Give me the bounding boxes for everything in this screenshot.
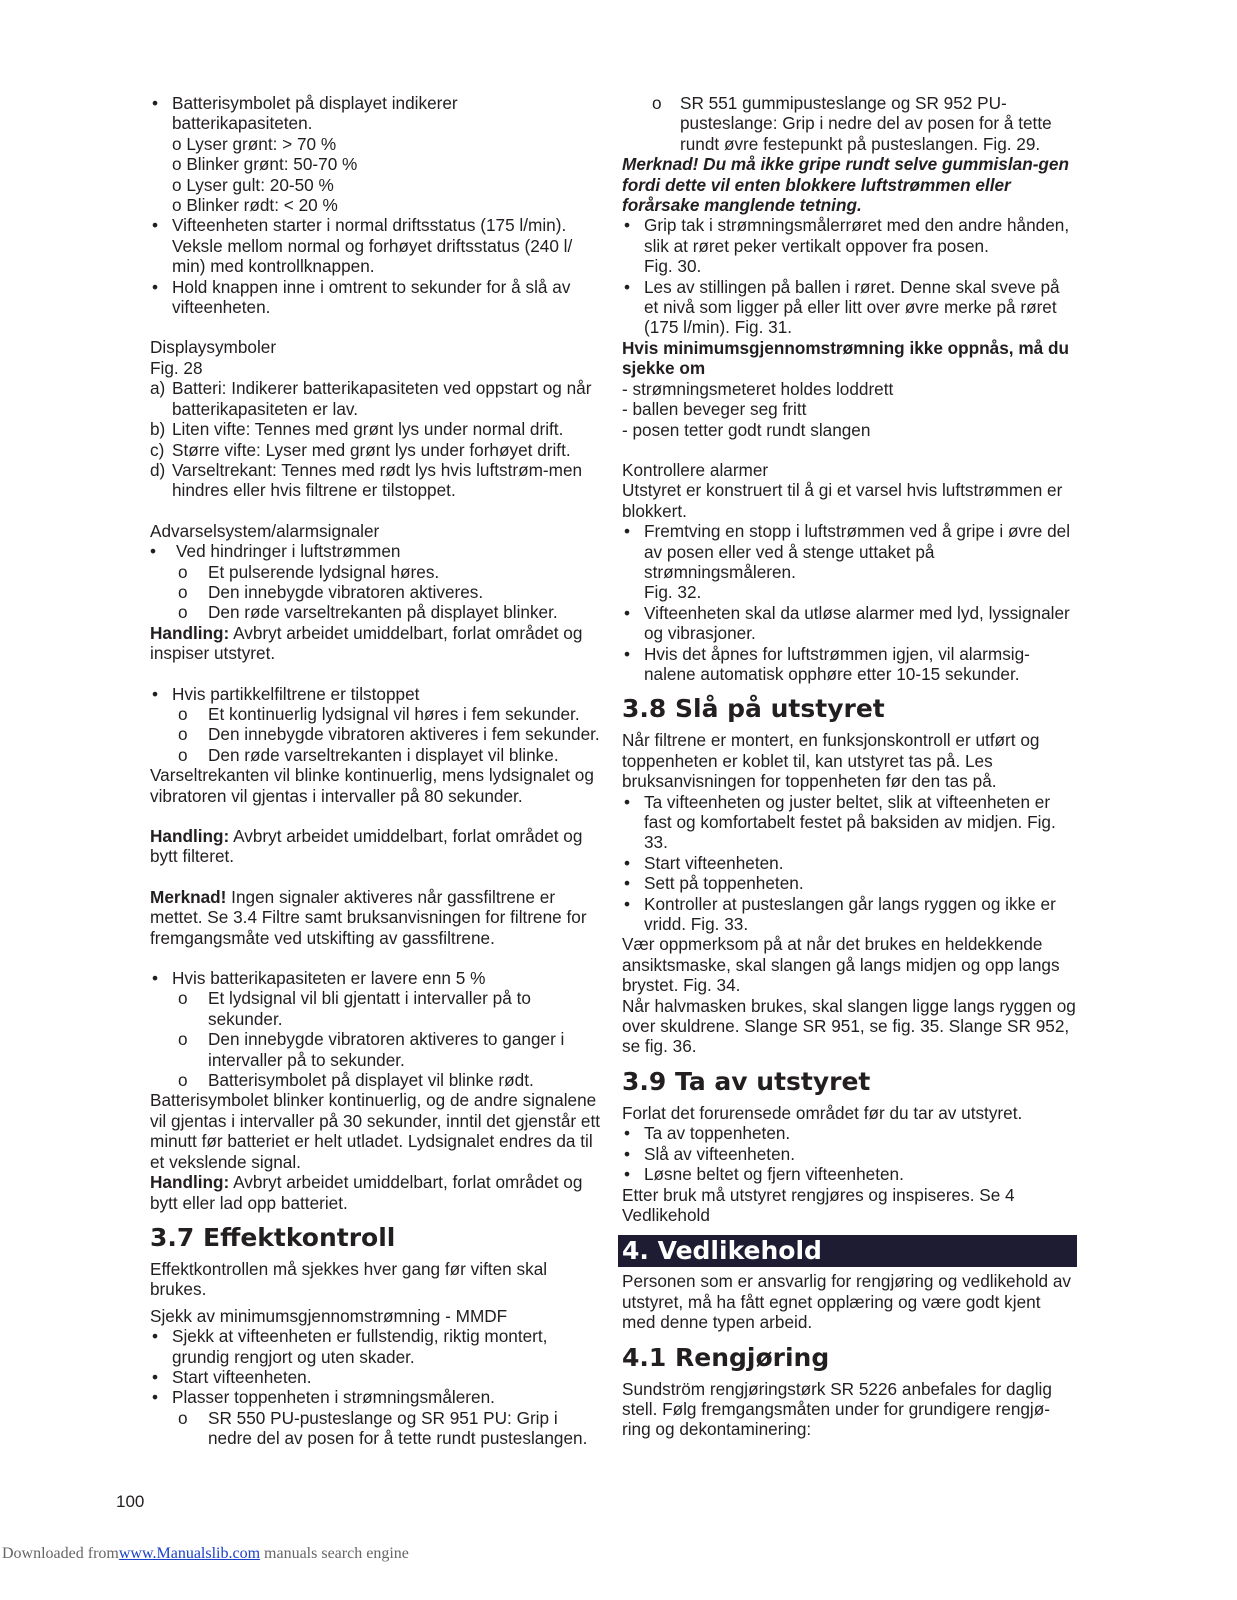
- battery-low-item: o Batterisymbolet på displayet vil blinke rødt.: [150, 1070, 600, 1090]
- section-3-8-item: • Sett på toppenheten.: [622, 873, 1077, 893]
- section-3-8-paragraph: Når halvmasken brukes, skal slangen ligge langs ryggen og over skuldrene. Slange SR 951, se fig. 35. Slange SR 952, se fig. 36.: [622, 995, 1076, 1057]
- min-flow-check: - strømningsmeteret holdes loddrett: [622, 378, 894, 399]
- alarm-check-item: • Vifteenheten skal da utløse alarmer med lyd, lyssignaler og vibrasjoner.: [622, 603, 1077, 644]
- manualslib-link[interactable]: www.Manualslib.com: [118, 1545, 261, 1562]
- display-item: c) Større vifte: Lyser med grønt lys under forhøyet drift.: [150, 439, 571, 460]
- obstruction-item: o Den innebygde vibratoren aktiveres.: [150, 582, 600, 602]
- action-paragraph: Handling: Avbryt arbeidet umiddelbart, forlat området og inspiser utstyret.: [150, 622, 583, 664]
- battery-state: o Lyser gult: 20-50 %: [172, 174, 334, 195]
- display-item: d) Varseltrekant: Tennes med rødt lys hvis luftstrøm-men hindres eller hvis filtrene er tilstoppet.: [150, 459, 583, 501]
- section-4-title: 4. Vedlikehold: [618, 1235, 1077, 1267]
- clogged-heading: • Hvis partikkelfiltrene er tilstoppet: [150, 684, 600, 704]
- display-fig-ref: Fig. 28: [150, 357, 203, 378]
- footer-suffix: manuals search engine: [260, 1545, 409, 1562]
- action-paragraph: Handling: Avbryt arbeidet umiddelbart, forlat området og bytt filteret.: [150, 826, 583, 867]
- obstruction-item: o Et pulserende lydsignal høres.: [150, 562, 600, 582]
- battery-bullet: [150, 93, 600, 215]
- footer-prefix: Downloaded from: [2, 1545, 119, 1562]
- mmdf-item: • Start vifteenheten.: [150, 1367, 600, 1387]
- section-3-7-intro: Effektkontrollen må sjekkes hver gang før viften skal brukes.: [150, 1258, 548, 1300]
- alarm-heading: Advarselsystem/alarmsignaler: [150, 520, 380, 541]
- battery-intro-line2: batterikapasiteten.: [172, 113, 313, 134]
- section-3-8-item: • Kontroller at pusteslangen går langs ryggen og ikke er vridd. Fig. 33.: [622, 894, 1077, 935]
- battery-state: o Blinker grønt: 50-70 %: [172, 154, 358, 175]
- section-3-9-item: • Slå av vifteenheten.: [622, 1144, 1077, 1164]
- section-3-9-item: • Ta av toppenheten.: [622, 1123, 1077, 1143]
- battery-state: o Lyser grønt: > 70 %: [172, 133, 337, 154]
- display-heading: Displaysymboler: [150, 337, 277, 358]
- min-flow-check: - ballen beveger seg fritt: [622, 399, 807, 420]
- alarm-check-item: • Fremtving en stopp i luftstrømmen ved å gripe i øvre del av posen eller ved å stenge uttaket på strømningsmåleren. Fig. 32.: [622, 521, 1077, 603]
- hold-button-bullet: • Hold knappen inne i omtrent to sekunder for å slå av vifteenheten.: [150, 277, 600, 318]
- clogged-item: o Et kontinuerlig lydsignal vil høres i fem sekunder.: [150, 704, 600, 724]
- alarm-check-intro: Utstyret er konstruert til å gi et varsel hvis luftstrømmen er blokkert.: [622, 480, 1063, 521]
- section-3-8-intro: Når filtrene er montert, en funksjonskontroll er utført og toppenheten er koblet til, kan utstyret tas på. Les bruksanvisningen for toppenheten før den tas på.: [622, 730, 1040, 792]
- alarm-check-heading: Kontrollere alarmer: [622, 459, 769, 480]
- battery-intro-line1: • Batterisymbolet på displayet indikerer: [172, 93, 458, 113]
- battery-low-note: Batterisymbolet blinker kontinuerlig, og de andre signalene vil gjentas i intervaller på 30 sekunder, inntil det gjenstår ett minutt før batteriet er helt utladet. Lydsignalet endres da til et vekslende signal.: [150, 1090, 600, 1172]
- alarm-check-fig-ref: Fig. 32.: [644, 582, 702, 603]
- clogged-item: o Den røde varseltrekanten i displayet vil blinke.: [150, 745, 600, 765]
- battery-low-item: o Et lydsignal vil bli gjentatt i intervaller på to sekunder.: [150, 988, 600, 1029]
- section-3-8-item: • Start vifteenheten.: [622, 853, 1077, 873]
- display-item: a) Batteri: Indikerer batterikapasiteten ved oppstart og når batterikapasiteten er lav.: [150, 378, 592, 419]
- note-paragraph: Merknad! Ingen signaler aktiveres når gassfiltrene er mettet. Se 3.4 Filtre samt bruksanvisningen for filtrene for fremgangsmåte ved utskifting av gassfiltrene.: [150, 886, 587, 948]
- flow-item: • Les av stillingen på ballen i røret. Denne skal sveve på et nivå som ligger på eller litt over øvre merke på røret (175 l/min). Fig. 31.: [622, 277, 1077, 338]
- section-3-9-outro: Etter bruk må utstyret rengjøres og inspiseres. Se 4 Vedlikehold: [622, 1184, 1015, 1225]
- section-4-1-title: 4.1 Rengjøring: [622, 1342, 830, 1372]
- mmdf-item: • Sjekk at vifteenheten er fullstendig, riktig montert, grundig rengjort og uten skader.: [150, 1326, 600, 1367]
- battery-low-heading: • Hvis batterikapasiteten er lavere enn 5 %: [150, 968, 600, 988]
- left-column: [150, 93, 600, 1449]
- min-flow-check: - posen tetter godt rundt slangen: [622, 419, 871, 440]
- obstruction-item: o Den røde varseltrekanten på displayet blinker.: [150, 602, 600, 622]
- flow-fig-ref: Fig. 30.: [644, 256, 702, 277]
- section-3-8-title: 3.8 Slå på utstyret: [622, 694, 885, 724]
- section-4-1-text: Sundström rengjøringstørk SR 5226 anbefales for daglig stell. Følg fremgangsmåten under for grundigere rengjø-ring og dekontaminering:: [622, 1378, 1052, 1440]
- section-3-8-paragraph: Vær oppmerksom på at når det brukes en heldekkende ansiktsmaske, skal slangen gå langs midjen og opp langs brystet. Fig. 34.: [622, 934, 1060, 996]
- mmdf-sub-item: o SR 550 PU-pusteslange og SR 951 PU: Grip i nedre del av posen for å tette rundt pusteslangen.: [150, 1408, 600, 1449]
- mmdf-heading: Sjekk av minimumsgjennomstrømning - MMDF: [150, 1305, 508, 1326]
- display-item: b) Liten vifte: Tennes med grønt lys under normal drift.: [150, 419, 564, 440]
- section-3-7-title: 3.7 Effektkontroll: [150, 1222, 396, 1252]
- section-3-9-intro: Forlat det forurensede området før du tar av utstyret.: [622, 1102, 1023, 1123]
- download-footer: [2, 1544, 409, 1564]
- alarm-check-item: • Hvis det åpnes for luftstrømmen igjen, vil alarmsig-nalene automatisk opphøre etter 10-15 sekunder.: [622, 644, 1077, 685]
- battery-low-item: o Den innebygde vibratoren aktiveres to ganger i intervaller på to sekunder.: [150, 1029, 600, 1070]
- page-number: 100: [116, 1492, 145, 1511]
- fan-start-bullet: • Vifteenheten starter i normal driftsstatus (175 l/min). Veksle mellom normal og forhøyet driftsstatus (240 l/ min) med kontrollknappen.: [150, 215, 600, 276]
- action-paragraph: Handling: Avbryt arbeidet umiddelbart, forlat området og bytt eller lad opp batteriet.: [150, 1172, 583, 1213]
- clogged-note: Varseltrekanten vil blinke kontinuerlig, mens lydsignalet og vibratoren vil gjentas i intervaller på 80 sekunder.: [150, 765, 594, 806]
- section-3-9-title: 3.9 Ta av utstyret: [622, 1066, 871, 1096]
- obstruction-heading: • Ved hindringer i luftstrømmen: [150, 541, 600, 561]
- flow-item: • Grip tak i strømningsmålerrøret med den andre hånden, slik at røret peker vertikalt oppover fra posen. Fig. 30.: [622, 215, 1077, 276]
- min-flow-heading: Hvis minimumsgjennomstrømning ikke oppnås, må du sjekke om: [622, 337, 1069, 379]
- battery-state: o Blinker rødt: < 20 %: [172, 195, 338, 216]
- clogged-item: o Den innebygde vibratoren aktiveres i fem sekunder.: [150, 724, 600, 744]
- section-3-9-item: • Løsne beltet og fjern vifteenheten.: [622, 1164, 1077, 1184]
- sr551-sub-item: o SR 551 gummipusteslange og SR 952 PU-pusteslange: Grip i nedre del av posen for å tette rundt øvre festepunkt på pusteslangen. Fig. 29.: [622, 93, 1077, 154]
- section-3-8-item: • Ta vifteenheten og juster beltet, slik at vifteenheten er fast og komfortabelt festet på baksiden av midjen. Fig. 33.: [622, 792, 1077, 853]
- caution-note: Merknad! Du må ikke gripe rundt selve gummislan-gen fordi dette vil enten blokkere luftstrømmen eller forårsake manglende tetning.: [622, 154, 1069, 216]
- mmdf-item: • Plasser toppenheten i strømningsmåleren.: [150, 1387, 600, 1407]
- right-column: [622, 93, 1077, 1440]
- section-4-intro: Personen som er ansvarlig for rengjøring og vedlikehold av utstyret, må ha fått egnet opplæring og være godt kjent med denne typen arbeid.: [622, 1271, 1072, 1333]
